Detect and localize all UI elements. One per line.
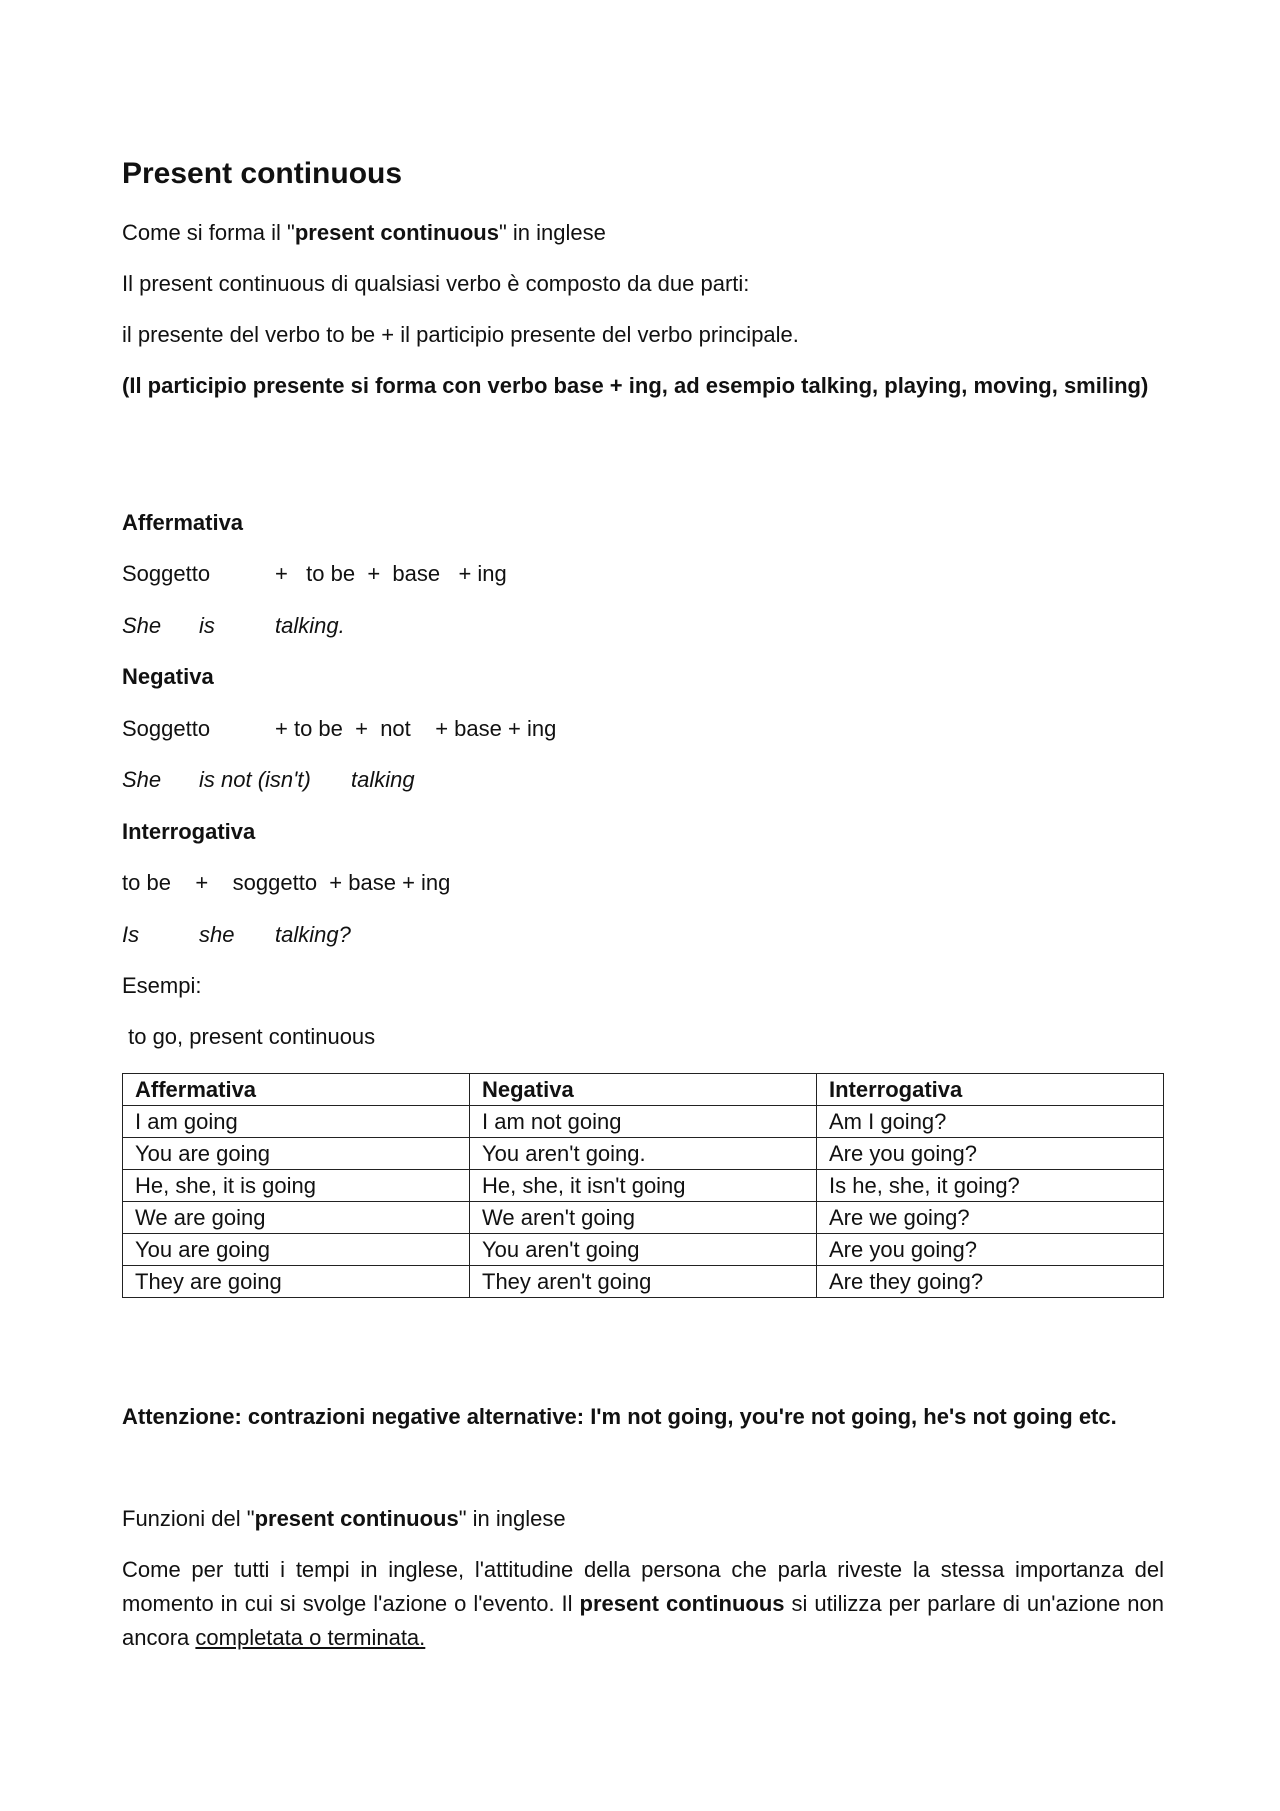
table-row [123, 1106, 1164, 1138]
participle-note: (Il participio presente si forma con verbo base + ing, ad esempio talking, playing, moving, smiling) [122, 373, 1149, 398]
example-aux: Is [122, 922, 140, 947]
example-subject: she [199, 922, 235, 947]
funzioni-para-bold: present continuous [579, 1591, 785, 1616]
affermativa-formula [122, 557, 722, 591]
funzioni-para-part1: Come per tutti i tempi in inglese, l'attitudine della persona che parla riveste la stessa importanza del momento in cui si svolge l'azione o l'evento. Il [122, 1557, 1164, 1616]
funzioni-prefix: Funzioni del " [122, 1506, 255, 1531]
table-cell: Are you going? [817, 1234, 1164, 1266]
example-subject: She [122, 613, 162, 638]
conjugation-table [122, 1073, 1164, 1298]
header-negativa: Negativa [470, 1074, 817, 1106]
negativa-example [122, 763, 722, 797]
table-cell: He, she, it is going [123, 1170, 470, 1202]
funzioni-heading [122, 1502, 566, 1536]
example-subject: She [122, 767, 162, 792]
intro-line-3: il presente del verbo to be + il participio presente del verbo principale. [122, 322, 799, 347]
table-cell: You are going [123, 1138, 470, 1170]
formula-rest: + to be + not + base + ing [275, 716, 557, 741]
intro-line-1 [122, 216, 606, 250]
example-verb: talking [351, 767, 415, 792]
example-aux: is not (isn't) [199, 767, 311, 792]
intro-line-1-prefix: Come si forma il " [122, 220, 295, 245]
table-cell: Am I going? [817, 1106, 1164, 1138]
interrogativa-formula: to be + soggetto + base + ing [122, 870, 451, 895]
table-cell: He, she, it isn't going [470, 1170, 817, 1202]
negativa-heading: Negativa [122, 664, 214, 689]
negativa-formula [122, 712, 722, 746]
table-header-row [123, 1074, 1164, 1106]
formula-subject: Soggetto [122, 561, 211, 586]
interrogativa-heading: Interrogativa [122, 819, 256, 844]
formula-rest: + to be + base + ing [275, 561, 507, 586]
table-row [123, 1266, 1164, 1298]
page-title: Present continuous [122, 157, 403, 190]
table-row [123, 1138, 1164, 1170]
table-cell: I am going [123, 1106, 470, 1138]
example-verb: talking? [275, 922, 351, 947]
intro-line-2: Il present continuous di qualsiasi verbo è composto da due parti: [122, 271, 750, 296]
intro-line-1-suffix: " in inglese [498, 220, 606, 245]
table-row [123, 1170, 1164, 1202]
header-interrogativa: Interrogativa [817, 1074, 1164, 1106]
affermativa-heading: Affermativa [122, 510, 244, 535]
table-caption: to go, present continuous [122, 1024, 376, 1049]
table-cell: I am not going [470, 1106, 817, 1138]
table-cell: Is he, she, it going? [817, 1170, 1164, 1202]
affermativa-example [122, 609, 722, 643]
esempi-label: Esempi: [122, 973, 202, 998]
table-row [123, 1202, 1164, 1234]
intro-line-1-bold: present continuous [294, 220, 499, 245]
table-cell: They are going [123, 1266, 470, 1298]
table-row [123, 1234, 1164, 1266]
attenzione-note: Attenzione: contrazioni negative alternative: I'm not going, you're not going, he's not going etc. [122, 1404, 1117, 1429]
table-cell: Are you going? [817, 1138, 1164, 1170]
table-cell: You are going [123, 1234, 470, 1266]
interrogativa-example [122, 918, 722, 952]
table-cell: You aren't going. [470, 1138, 817, 1170]
example-aux: is [199, 613, 215, 638]
funzioni-bold: present continuous [254, 1506, 459, 1531]
funzioni-paragraph [122, 1553, 1164, 1655]
header-affermativa: Affermativa [123, 1074, 470, 1106]
formula-subject: Soggetto [122, 716, 211, 741]
funzioni-para-part2: si utilizza per parlare di un'azione non ancora [122, 1591, 1165, 1650]
funzioni-suffix: " in inglese [458, 1506, 566, 1531]
table-cell: You aren't going [470, 1234, 817, 1266]
table-cell: We aren't going [470, 1202, 817, 1234]
funzioni-para-underline: completata o terminata. [195, 1625, 426, 1650]
table-cell: Are we going? [817, 1202, 1164, 1234]
example-verb: talking. [275, 613, 345, 638]
table-cell: They aren't going [470, 1266, 817, 1298]
table-cell: Are they going? [817, 1266, 1164, 1298]
table-cell: We are going [123, 1202, 470, 1234]
